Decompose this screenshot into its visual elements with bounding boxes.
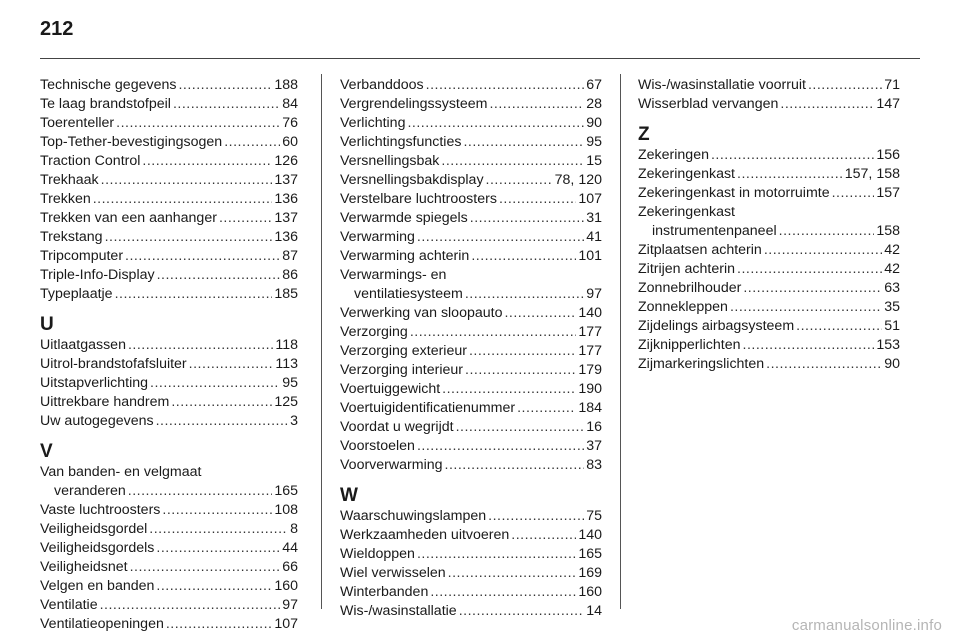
index-entry-term: Zekeringenkast bbox=[638, 166, 735, 182]
index-entry-pages: 14 bbox=[586, 603, 602, 619]
dot-leader bbox=[517, 399, 576, 418]
index-entry bbox=[40, 133, 298, 152]
dot-leader bbox=[471, 247, 576, 266]
index-entry-term: Velgen en banden bbox=[40, 578, 155, 594]
index-entry-term-continued: ventilatiesysteem bbox=[354, 286, 463, 302]
index-entry-pages: 95 bbox=[586, 134, 602, 150]
index-entry-pages: 97 bbox=[586, 286, 602, 302]
index-entry bbox=[340, 583, 602, 602]
dot-leader bbox=[149, 520, 288, 539]
index-entry-pages: 51 bbox=[884, 318, 900, 334]
index-entry bbox=[638, 355, 900, 374]
index-entry-pages: 84 bbox=[282, 96, 298, 112]
dot-leader bbox=[737, 165, 843, 184]
index-entry-pages: 108 bbox=[274, 502, 298, 518]
index-entry-term: Zijmarkeringslichten bbox=[638, 356, 765, 372]
index-entry-term: Zijknipperlichten bbox=[638, 337, 741, 353]
index-entry bbox=[638, 260, 900, 279]
index-entry bbox=[40, 266, 298, 285]
index-entry-pages: 66 bbox=[282, 559, 298, 575]
dot-leader bbox=[171, 393, 272, 412]
index-entry bbox=[40, 114, 298, 133]
dot-leader bbox=[142, 152, 272, 171]
index-entry-pages: 165 bbox=[274, 483, 298, 499]
index-entry-pages: 37 bbox=[586, 438, 602, 454]
index-entry-pages: 177 bbox=[578, 343, 602, 359]
dot-leader bbox=[465, 285, 584, 304]
index-entry bbox=[40, 539, 298, 558]
index-entry bbox=[340, 418, 602, 437]
index-entry-term: Zitplaatsen achterin bbox=[638, 242, 762, 258]
index-entry bbox=[638, 146, 900, 165]
index-entry bbox=[340, 114, 602, 133]
dot-leader bbox=[101, 171, 273, 190]
index-entry-term: Verlichting bbox=[340, 115, 406, 131]
dot-leader bbox=[189, 355, 274, 374]
dot-leader bbox=[178, 76, 272, 95]
dot-leader bbox=[130, 558, 281, 577]
index-entry-term: Wiel verwisselen bbox=[340, 565, 446, 581]
index-entry-pages: 107 bbox=[578, 191, 602, 207]
index-letter-heading: V bbox=[40, 441, 53, 462]
index-entry-pages: 31 bbox=[586, 210, 602, 226]
index-entry bbox=[340, 602, 602, 621]
index-entry bbox=[340, 247, 602, 266]
dot-leader bbox=[488, 507, 584, 526]
index-entry-term: Technische gegevens bbox=[40, 77, 177, 93]
dot-leader bbox=[470, 209, 584, 228]
dot-leader bbox=[105, 228, 273, 247]
index-entry bbox=[40, 171, 298, 190]
dot-leader bbox=[100, 596, 281, 615]
index-entry-pages: 188 bbox=[274, 77, 298, 93]
index-entry-pages: 177 bbox=[578, 324, 602, 340]
index-entry-term: Van banden- en velgmaat bbox=[40, 464, 202, 480]
dot-leader bbox=[417, 437, 584, 456]
index-entry-pages: 35 bbox=[884, 299, 900, 315]
index-entry-pages: 76 bbox=[282, 115, 298, 131]
index-entry-term: Veiligheidsgordel bbox=[40, 521, 148, 537]
watermark: carmanualsonline.info bbox=[791, 617, 942, 634]
index-entry bbox=[340, 95, 602, 114]
index-entry-term: Zonnekleppen bbox=[638, 299, 728, 315]
index-entry bbox=[340, 323, 602, 342]
index-entry-pages: 157 bbox=[876, 185, 900, 201]
index-entry-term: Toerenteller bbox=[40, 115, 115, 131]
dot-leader bbox=[116, 114, 280, 133]
dot-leader bbox=[511, 526, 576, 545]
index-entry-pages: 44 bbox=[282, 540, 298, 556]
index-column-2 bbox=[340, 76, 602, 621]
index-entry-term: Voordat u wegrijdt bbox=[340, 419, 454, 435]
index-entry-term: Zijdelings airbagsysteem bbox=[638, 318, 795, 334]
index-entry-pages: 113 bbox=[275, 356, 298, 372]
index-entry-pages: 137 bbox=[274, 172, 298, 188]
index-entry-term: Verzorging exterieur bbox=[340, 343, 467, 359]
index-entry-term: Voertuigidentificatienummer bbox=[340, 400, 516, 416]
dot-leader bbox=[219, 209, 272, 228]
index-entry-term-continued: veranderen bbox=[54, 483, 126, 499]
index-entry bbox=[340, 361, 602, 380]
dot-leader bbox=[156, 539, 280, 558]
index-entry bbox=[340, 171, 602, 190]
index-entry-pages: 136 bbox=[274, 191, 298, 207]
index-entry bbox=[40, 209, 298, 228]
index-entry bbox=[340, 437, 602, 456]
index-entry-term: Triple-Info-Display bbox=[40, 267, 155, 283]
index-entry bbox=[40, 501, 298, 520]
index-entry bbox=[40, 577, 298, 596]
dot-leader bbox=[766, 355, 882, 374]
index-entry-pages: 147 bbox=[876, 96, 900, 112]
index-letter-heading: U bbox=[40, 314, 54, 335]
index-entry bbox=[40, 152, 298, 171]
index-entry-pages: 158 bbox=[876, 223, 900, 239]
index-entry bbox=[340, 76, 602, 95]
index-entry bbox=[40, 558, 298, 577]
index-entry-pages: 78, 120 bbox=[554, 172, 602, 188]
index-entry-pages: 42 bbox=[884, 242, 900, 258]
dot-leader bbox=[157, 266, 281, 285]
index-entry bbox=[40, 247, 298, 266]
index-entry bbox=[340, 456, 602, 475]
index-letter-heading: W bbox=[340, 485, 358, 506]
dot-leader bbox=[128, 336, 273, 355]
index-entry-term: Verzorging interieur bbox=[340, 362, 464, 378]
index-entry bbox=[40, 596, 298, 615]
index-entry-term: Wieldoppen bbox=[340, 546, 415, 562]
index-entry bbox=[40, 95, 298, 114]
dot-leader bbox=[156, 412, 289, 431]
index-entry-term: Voertuiggewicht bbox=[340, 381, 441, 397]
index-entry bbox=[340, 507, 602, 526]
index-entry-pages: 41 bbox=[586, 229, 602, 245]
index-entry-term: Ventilatieopeningen bbox=[40, 616, 164, 632]
index-entry-term: Wisserblad vervangen bbox=[638, 96, 779, 112]
index-entry bbox=[340, 228, 602, 247]
dot-leader bbox=[504, 304, 576, 323]
dot-leader bbox=[463, 133, 584, 152]
index-entry-pages: 3 bbox=[290, 413, 298, 429]
dot-leader bbox=[743, 279, 882, 298]
index-entry-term: Trekken van een aanhanger bbox=[40, 210, 217, 226]
index-entry-pages: 184 bbox=[578, 400, 602, 416]
index-entry-term: Uw autogegevens bbox=[40, 413, 154, 429]
index-entry-pages: 90 bbox=[586, 115, 602, 131]
dot-leader bbox=[730, 298, 882, 317]
index-entry-pages: 160 bbox=[274, 578, 298, 594]
index-entry-term: Werkzaamheden uitvoeren bbox=[340, 527, 510, 543]
index-entry-term: Verbanddoos bbox=[340, 77, 424, 93]
index-entry-pages: 42 bbox=[884, 261, 900, 277]
dot-leader bbox=[456, 418, 585, 437]
index-entry bbox=[340, 190, 602, 209]
index-entry-pages: 95 bbox=[282, 375, 298, 391]
index-column-3 bbox=[638, 76, 900, 374]
dot-leader bbox=[156, 577, 272, 596]
index-entry-term-continued: instrumentenpaneel bbox=[652, 223, 777, 239]
index-entry-term: Verwerking van sloopauto bbox=[340, 305, 503, 321]
index-entry-pages: 90 bbox=[884, 356, 900, 372]
index-entry-pages: 107 bbox=[274, 616, 298, 632]
dot-leader bbox=[743, 336, 875, 355]
index-entry-term: Tripcomputer bbox=[40, 248, 124, 264]
index-entry bbox=[40, 228, 298, 247]
dot-leader bbox=[93, 190, 273, 209]
index-entry bbox=[638, 165, 900, 184]
dot-leader bbox=[426, 76, 585, 95]
dot-leader bbox=[128, 482, 273, 501]
index-letter-heading: Z bbox=[638, 124, 650, 145]
index-entry-pages: 169 bbox=[578, 565, 602, 581]
index-column-1 bbox=[40, 76, 298, 634]
index-entry-term: Trekstang bbox=[40, 229, 103, 245]
index-entry bbox=[638, 241, 900, 260]
index-entry-term: Verzorging bbox=[340, 324, 408, 340]
page-number: 212 bbox=[40, 18, 74, 40]
index-entry bbox=[40, 463, 298, 501]
index-entry bbox=[40, 374, 298, 393]
index-entry-term: Winterbanden bbox=[340, 584, 429, 600]
dot-leader bbox=[162, 501, 272, 520]
dot-leader bbox=[779, 222, 875, 241]
index-entry-pages: 179 bbox=[578, 362, 602, 378]
index-entry-pages: 71 bbox=[884, 77, 900, 93]
index-entry-pages: 126 bbox=[274, 153, 298, 169]
index-entry-pages: 75 bbox=[586, 508, 602, 524]
dot-leader bbox=[832, 184, 875, 203]
index-entry bbox=[638, 298, 900, 317]
dot-leader bbox=[407, 114, 584, 133]
index-entry-term: Verwarmde spiegels bbox=[340, 210, 468, 226]
dot-leader bbox=[441, 152, 584, 171]
dot-leader bbox=[469, 342, 576, 361]
index-entry-term: Zekeringenkast in motorruimte bbox=[638, 185, 830, 201]
index-entry bbox=[40, 336, 298, 355]
index-entry-term: Wis-/wasinstallatie bbox=[340, 603, 457, 619]
dot-leader bbox=[465, 361, 576, 380]
dot-leader bbox=[173, 95, 280, 114]
dot-leader bbox=[115, 285, 273, 304]
index-entry bbox=[340, 266, 602, 304]
index-entry-term: Zekeringen bbox=[638, 147, 709, 163]
index-entry-term: Verlichtingsfuncties bbox=[340, 134, 462, 150]
index-entry-term: Voorverwarming bbox=[340, 457, 443, 473]
dot-leader bbox=[150, 374, 280, 393]
index-entry-term: Voorstoelen bbox=[340, 438, 415, 454]
index-entry-term: Traction Control bbox=[40, 153, 141, 169]
index-entry-term: Veiligheidsgordels bbox=[40, 540, 155, 556]
index-entry bbox=[340, 304, 602, 323]
index-entry-pages: 28 bbox=[586, 96, 602, 112]
index-entry-term: Typeplaatje bbox=[40, 286, 113, 302]
index-entry-pages: 16 bbox=[586, 419, 602, 435]
index-entry bbox=[340, 526, 602, 545]
column-divider bbox=[620, 74, 621, 609]
dot-leader bbox=[737, 260, 882, 279]
dot-leader bbox=[430, 583, 576, 602]
index-entry-pages: 160 bbox=[578, 584, 602, 600]
index-entry bbox=[340, 209, 602, 228]
index-entry-term: Versnellingsbakdisplay bbox=[340, 172, 484, 188]
index-entry bbox=[40, 76, 298, 95]
index-entry-term: Verwarmings- en bbox=[340, 267, 447, 283]
index-entry-pages: 87 bbox=[282, 248, 298, 264]
index-entry-pages: 136 bbox=[274, 229, 298, 245]
dot-leader bbox=[808, 76, 882, 95]
index-entry-term: Zitrijen achterin bbox=[638, 261, 735, 277]
index-entry-pages: 190 bbox=[578, 381, 602, 397]
index-entry-term: Versnellingsbak bbox=[340, 153, 440, 169]
index-entry bbox=[340, 564, 602, 583]
index-entry-pages: 118 bbox=[275, 337, 298, 353]
index-entry-term: Verwarming bbox=[340, 229, 415, 245]
index-entry-pages: 137 bbox=[274, 210, 298, 226]
index-entry bbox=[40, 412, 298, 431]
index-entry-term: Veiligheidsnet bbox=[40, 559, 128, 575]
index-entry-term: Vaste luchtroosters bbox=[40, 502, 161, 518]
index-entry-term: Uitlaatgassen bbox=[40, 337, 126, 353]
column-divider bbox=[321, 74, 322, 609]
dot-leader bbox=[442, 380, 576, 399]
index-entry bbox=[40, 520, 298, 539]
dot-leader bbox=[489, 95, 584, 114]
index-entry bbox=[340, 133, 602, 152]
index-entry-term: Uitstapverlichting bbox=[40, 375, 149, 391]
index-entry-pages: 156 bbox=[876, 147, 900, 163]
index-entry-term: Zekeringenkast bbox=[638, 204, 735, 220]
dot-leader bbox=[448, 564, 577, 583]
index-entry-pages: 165 bbox=[578, 546, 602, 562]
index-entry bbox=[40, 393, 298, 412]
dot-leader bbox=[796, 317, 882, 336]
dot-leader bbox=[417, 545, 576, 564]
index-entry-term: Top-Tether-bevestigingsogen bbox=[40, 134, 223, 150]
index-entry bbox=[340, 545, 602, 564]
index-entry-term: Uittrekbare handrem bbox=[40, 394, 170, 410]
index-entry bbox=[340, 152, 602, 171]
header-rule bbox=[40, 58, 920, 59]
index-entry-pages: 140 bbox=[578, 527, 602, 543]
index-entry bbox=[340, 342, 602, 361]
index-entry-pages: 83 bbox=[586, 457, 602, 473]
index-entry bbox=[40, 615, 298, 634]
dot-leader bbox=[125, 247, 280, 266]
index-entry-term: Verwarming achterin bbox=[340, 248, 470, 264]
index-entry bbox=[340, 380, 602, 399]
index-entry bbox=[638, 336, 900, 355]
index-entry bbox=[40, 355, 298, 374]
dot-leader bbox=[417, 228, 584, 247]
index-entry-term: Trekken bbox=[40, 191, 91, 207]
index-entry bbox=[40, 190, 298, 209]
dot-leader bbox=[445, 456, 585, 475]
dot-leader bbox=[780, 95, 874, 114]
index-entry-pages: 185 bbox=[274, 286, 298, 302]
dot-leader bbox=[486, 171, 553, 190]
index-entry-term: Ventilatie bbox=[40, 597, 98, 613]
dot-leader bbox=[499, 190, 576, 209]
index-entry-term: Waarschuwingslampen bbox=[340, 508, 487, 524]
index-entry-term: Te laag brandstofpeil bbox=[40, 96, 171, 112]
index-entry-term: Verstelbare luchtroosters bbox=[340, 191, 497, 207]
index-entry-pages: 8 bbox=[290, 521, 298, 537]
index-entry bbox=[40, 285, 298, 304]
index-entry-pages: 157, 158 bbox=[844, 166, 900, 182]
index-entry bbox=[340, 399, 602, 418]
index-entry-term: Vergrendelingssysteem bbox=[340, 96, 488, 112]
index-entry bbox=[638, 317, 900, 336]
index-entry-pages: 140 bbox=[578, 305, 602, 321]
index-entry bbox=[638, 184, 900, 203]
index-entry-pages: 15 bbox=[586, 153, 602, 169]
index-entry bbox=[638, 95, 900, 114]
index-entry bbox=[638, 279, 900, 298]
dot-leader bbox=[166, 615, 272, 634]
index-entry-term: Trekhaak bbox=[40, 172, 99, 188]
index-entry-pages: 153 bbox=[876, 337, 900, 353]
index-entry bbox=[638, 76, 900, 95]
index-entry-pages: 101 bbox=[578, 248, 602, 264]
dot-leader bbox=[764, 241, 882, 260]
dot-leader bbox=[459, 602, 585, 621]
index-entry-term: Uitrol-brandstofafsluiter bbox=[40, 356, 187, 372]
index-entry-pages: 86 bbox=[282, 267, 298, 283]
index-entry-term: Zonnebrilhouder bbox=[638, 280, 742, 296]
index-entry-pages: 97 bbox=[282, 597, 298, 613]
index-entry-term: Wis-/wasinstallatie voorruit bbox=[638, 77, 806, 93]
index-entry-pages: 125 bbox=[274, 394, 298, 410]
index-entry-pages: 63 bbox=[884, 280, 900, 296]
index-entry bbox=[638, 203, 900, 241]
dot-leader bbox=[410, 323, 577, 342]
dot-leader bbox=[711, 146, 874, 165]
index-entry-pages: 60 bbox=[282, 134, 298, 150]
dot-leader bbox=[224, 133, 280, 152]
index-entry-pages: 67 bbox=[586, 77, 602, 93]
